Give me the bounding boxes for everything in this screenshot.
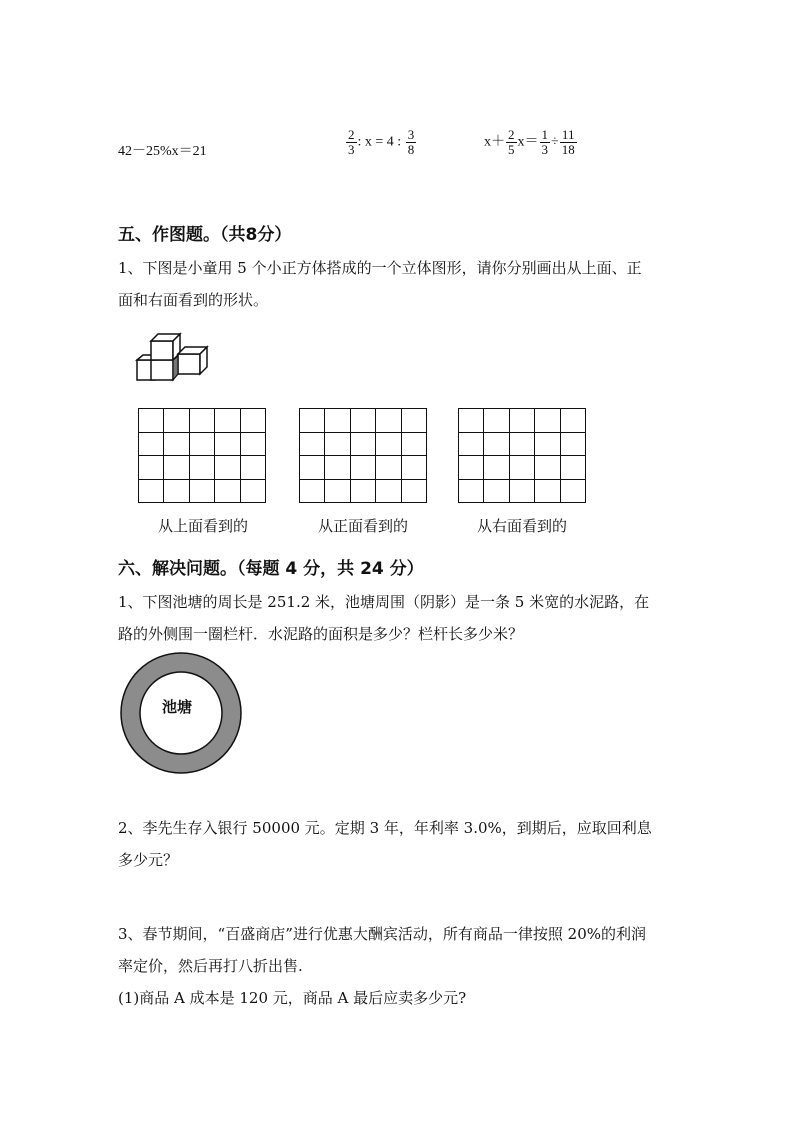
front-view-label: 从正面看到的 xyxy=(318,517,409,535)
pond-label: 池塘 xyxy=(162,698,193,716)
equation-3: x＋ $\frac{2}{5}$ x＝ $\frac{1}{3}$ ÷ $\frac{11}{18}$ xyxy=(484,127,575,157)
fraction: $\frac{11}{18}$ xyxy=(561,127,575,157)
question-line: 率定价，然后再打八折出售. xyxy=(118,957,303,975)
fraction: $\frac{2}{3}$ xyxy=(348,127,355,157)
top-view-label: 从上面看到的 xyxy=(158,517,249,535)
section-6-question-2 xyxy=(118,812,698,876)
section-6-title: 六、解决问题。（每题 4 分，共 24 分） xyxy=(118,559,424,579)
question-line: 2、李先生存入银行 50000 元。定期 3 年，年利率 3.0%，到期后，应取回利息 xyxy=(118,819,652,837)
fraction: $\frac{1}{3}$ xyxy=(541,127,548,157)
section-5-title: 五、作图题。（共8分） xyxy=(118,225,292,245)
fraction: $\frac{2}{5}$ xyxy=(508,127,515,157)
question-line: 多少元？ xyxy=(118,851,179,869)
section-6-question-3 xyxy=(118,918,698,1014)
right-view-grid[interactable] xyxy=(458,408,586,503)
question-line: 1、下图池塘的周长是 251.2 米，池塘周围（阴影）是一条 5 米宽的水泥路，在 xyxy=(118,593,650,611)
question-line: 1、下图是小童用 5 个小正方体搭成的一个立体图形，请你分别画出从上面、正 xyxy=(118,259,642,277)
sub-question: (1)商品 A 成本是 120 元，商品 A 最后应卖多少元? xyxy=(118,989,467,1007)
section-5-question-1 xyxy=(118,252,698,316)
question-line: 3、春节期间，“百盛商店”进行优惠大酬宾活动，所有商品一律按照 20%的利润 xyxy=(118,925,646,943)
top-view-grid[interactable] xyxy=(138,408,266,503)
right-view-label: 从右面看到的 xyxy=(477,517,568,535)
equation-2: $\frac{2}{3}$ : x = 4 : $\frac{3}{8}$ xyxy=(348,127,415,157)
section-6-question-1 xyxy=(118,586,698,650)
cube-figure xyxy=(134,330,214,386)
equation-1: 42－25%x＝21 xyxy=(118,144,207,159)
fraction: $\frac{3}{8}$ xyxy=(407,127,415,157)
front-view-grid[interactable] xyxy=(299,408,427,503)
question-line: 路的外侧围一圈栏杆．水泥路的面积是多少？栏杆长多少米？ xyxy=(118,625,524,643)
question-line: 面和右面看到的形状。 xyxy=(118,291,269,309)
